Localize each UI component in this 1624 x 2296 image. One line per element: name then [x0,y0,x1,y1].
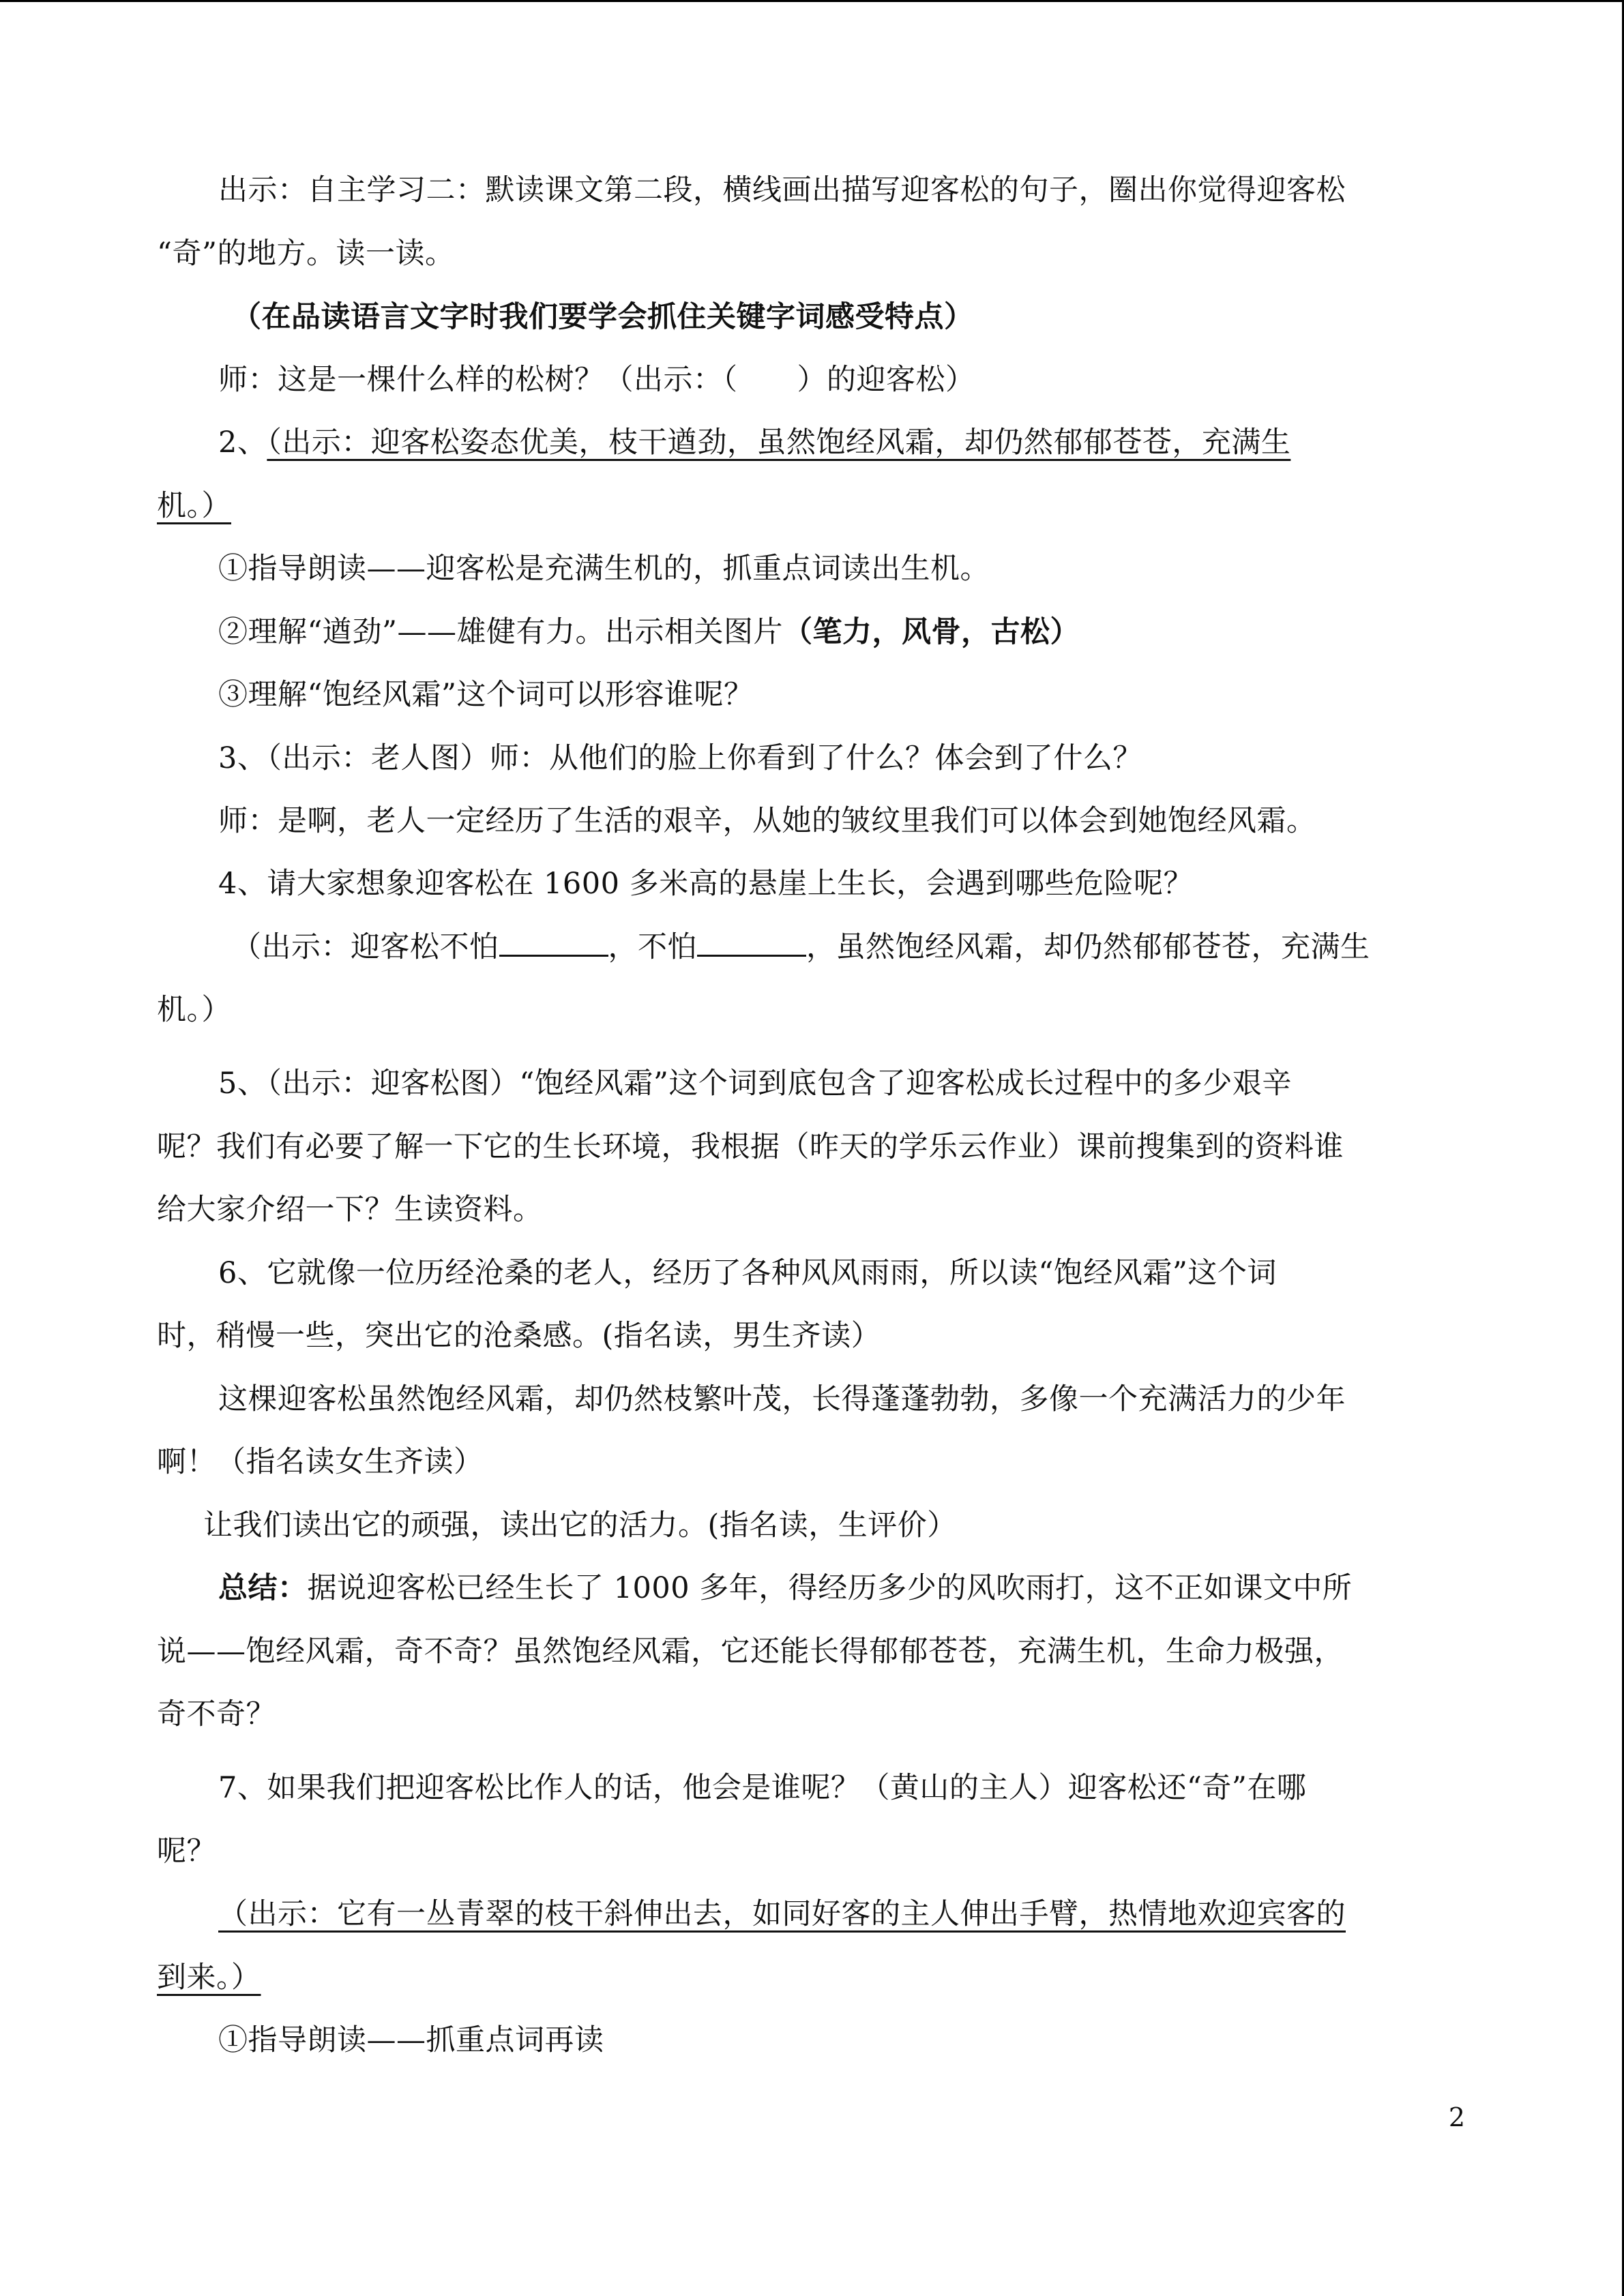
paragraph-line: 师：是啊，老人一定经历了生活的艰辛，从她的皱纹里我们可以体会到她饱经风霜。 [218,804,1316,838]
paragraph-line: 让我们读出它的顽强，读出它的活力。(指名读，生评价） [203,1508,957,1542]
underlined-quote: （出示：它有一丛青翠的枝干斜伸出去，如同好客的主人伸出手臂，热情地欢迎宾客的 [218,1897,1346,1931]
paragraph-line: ②理解“遒劲”——雄健有力。出示相关图片（笔力，风骨，古松） [218,615,1080,649]
underlined-quote: 到来。） [157,1960,261,1995]
paragraph-line: 7、如果我们把迎客松比作人的话，他会是谁呢？（黄山的主人）迎客松还“奇”在哪 [218,1771,1307,1805]
paragraph-line: 4、请大家想象迎客松在 1600 多米高的悬崖上生长，会遇到哪些危险呢？ [218,867,1194,901]
paragraph-line: 这棵迎客松虽然饱经风霜，却仍然枝繁叶茂，长得蓬蓬勃勃，多像一个充满活力的少年 [218,1382,1346,1416]
paragraph-line: 啊！（指名读女生齐读） [157,1445,484,1479]
paragraph-line: ③理解“饱经风霜”这个词可以形容谁呢？ [218,678,754,712]
paragraph-line: ①指导朗读——迎客松是充满生机的，抓重点词读出生机。 [218,552,990,586]
paragraph-line: 呢？ [157,1834,216,1868]
paragraph-line: 机。） [157,993,231,1027]
paragraph-line: 时，稍慢一些，突出它的沧桑感。(指名读，男生齐读） [157,1319,881,1353]
answer-blank [697,927,806,957]
paragraph-line: ①指导朗读——抓重点词再读 [218,2023,604,2057]
summary-line: 总结：据说迎客松已经生长了 1000 多年，得经历多少的风吹雨打，这不正如课文中所 [218,1571,1353,1605]
bold-note: （在品读语言文字时我们要学会抓住关键字词感受特点） [232,300,974,334]
paragraph-line: 说——饱经风霜，奇不奇？虽然饱经风霜，它还能长得郁郁苍苍，充满生机，生命力极强， [157,1635,1344,1669]
underlined-quote: （出示：迎客松姿态优美，枝干遒劲，虽然饱经风霜，却仍然郁郁苍苍，充满生 [267,426,1291,460]
paragraph-line: 5、（出示：迎客松图）“饱经风霜”这个词到底包含了迎客松成长过程中的多少艰辛 [218,1067,1292,1101]
paragraph-line [157,486,231,526]
fill-in-blank-line: （出示：迎客松不怕 ，不怕 ，虽然饱经风霜，却仍然郁郁苍苍，充满生 [232,927,1370,968]
paragraph-line: 6、它就像一位历经沧桑的老人，经历了各种风风雨雨，所以读“饱经风霜”这个词 [218,1256,1277,1290]
paragraph-line: 呢？我们有必要了解一下它的生长环境，我根据（昨天的学乐云作业）课前搜集到的资料谁 [157,1130,1344,1164]
paragraph-line: 3、（出示：老人图）师：从他们的脸上你看到了什么？体会到了什么？ [218,741,1142,775]
paragraph-line: 奇不奇？ [157,1697,276,1731]
paragraph-line: “奇”的地方。读一读。 [157,237,455,271]
paragraph-line: 师：这是一棵什么样的松树？（出示：（ ）的迎客松） [218,363,975,397]
bold-note: （笔力，风骨，古松） [782,615,1080,649]
paragraph-line [218,1894,1346,1935]
paragraph-line: 出示：自主学习二：默读课文第二段，横线画出描写迎客松的句子，圈出你觉得迎客松 [218,173,1346,207]
paragraph-line: 2、（出示：迎客松姿态优美，枝干遒劲，虽然饱经风霜，却仍然郁郁苍苍，充满生 [218,426,1291,460]
paragraph-line [157,1957,261,1998]
underlined-quote: 机。） [157,489,231,523]
summary-label: 总结： [218,1571,308,1605]
page-number: 2 [1448,2102,1465,2132]
paragraph-line: 给大家介绍一下？生读资料。 [157,1193,543,1227]
answer-blank [499,927,608,957]
